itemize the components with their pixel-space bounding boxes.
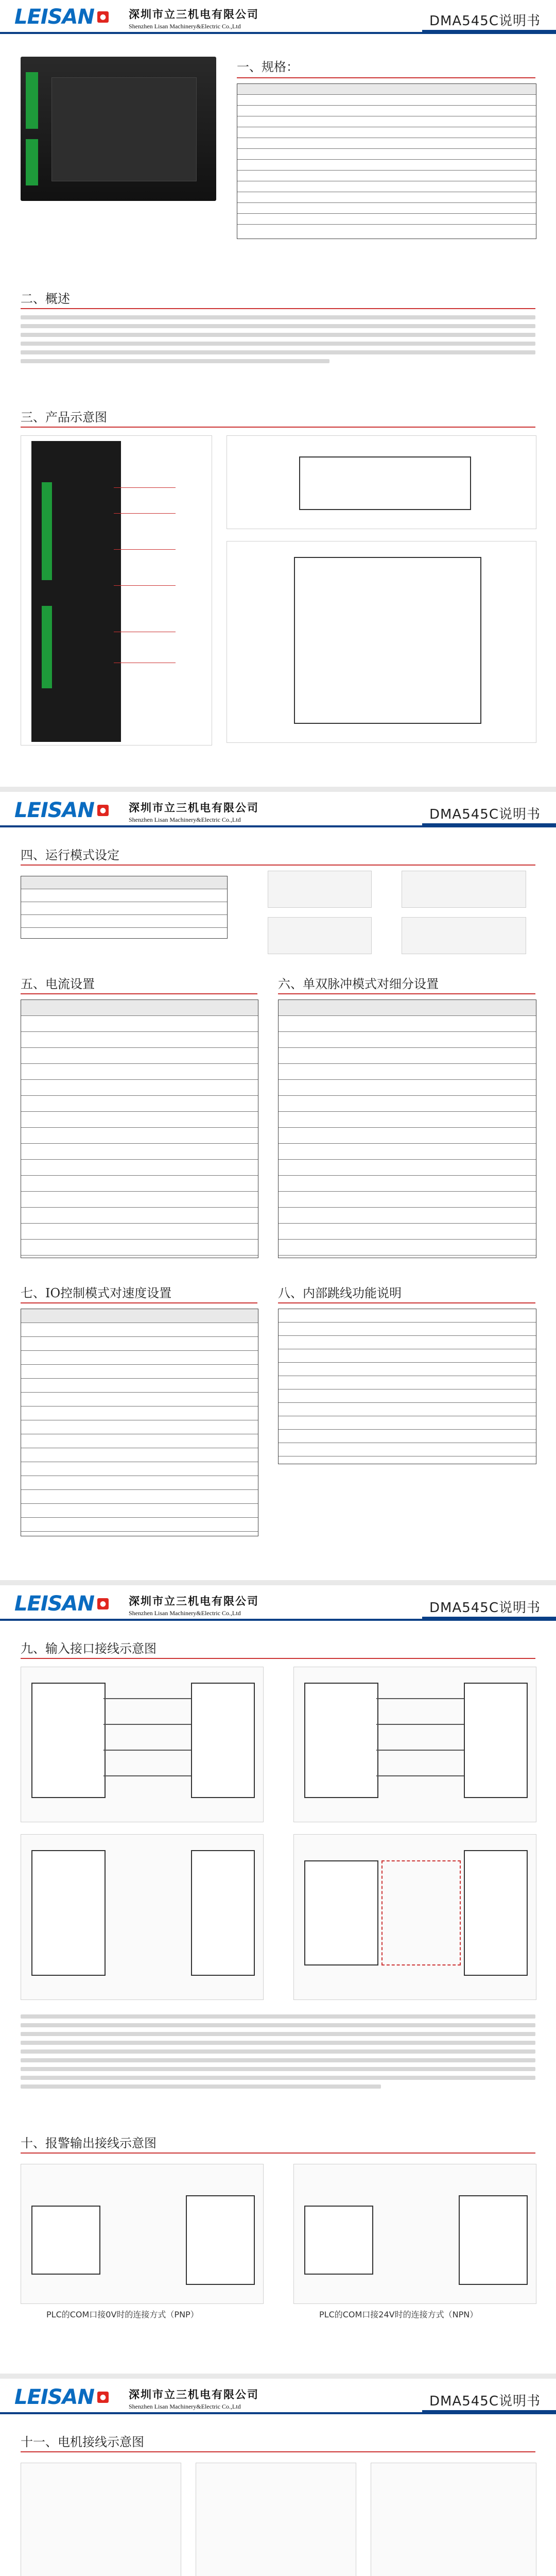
table-row <box>279 1144 536 1160</box>
wiring-diagram-differential <box>21 1834 264 2000</box>
table-row <box>279 1048 536 1064</box>
page-header <box>0 793 556 834</box>
table-row <box>21 1518 258 1532</box>
table-row <box>21 1365 258 1379</box>
dip-switch-figure <box>268 917 372 954</box>
section-rule <box>21 427 535 428</box>
table-row <box>21 1337 258 1351</box>
table-row <box>279 1192 536 1208</box>
table-row <box>21 902 227 915</box>
logo-text: LEISAN <box>14 5 94 29</box>
company-logo <box>14 799 109 822</box>
driver-block <box>304 2206 373 2275</box>
table-row <box>237 225 536 235</box>
section-rule <box>21 2451 535 2452</box>
manual-page-4 <box>0 2380 556 2576</box>
table-row <box>21 1080 258 1096</box>
table-row <box>279 1080 536 1096</box>
product-side-drawing <box>227 435 536 529</box>
table-row <box>21 1448 258 1462</box>
table-row <box>21 1256 258 1271</box>
logo-text: LEISAN <box>14 799 94 822</box>
table-row <box>279 1323 536 1336</box>
page-header <box>0 2380 556 2420</box>
table-row <box>237 181 536 192</box>
page-separator <box>0 787 556 792</box>
table-row <box>21 928 227 940</box>
company-logo <box>14 2385 109 2409</box>
table-row <box>237 138 536 149</box>
terminal-block <box>26 139 38 185</box>
table-row <box>279 1376 536 1389</box>
driver-block <box>191 1850 255 1976</box>
section-rule <box>21 308 535 309</box>
logo-text: LEISAN <box>14 2385 94 2409</box>
table-row <box>237 106 536 116</box>
terminal-block <box>26 72 38 129</box>
section-title-spec: 一、规格： <box>237 60 299 74</box>
table-row <box>21 1476 258 1490</box>
motor-wiring-b <box>196 2463 356 2576</box>
section-title-overview: 二、概述 <box>21 292 70 306</box>
company-name <box>129 1593 259 1617</box>
table-row <box>279 1336 536 1349</box>
table-row <box>279 1016 536 1032</box>
text-line <box>21 2076 535 2080</box>
section-title-motor-wiring: 十一、电机接线示意图 <box>21 2435 144 2449</box>
table-row <box>279 1064 536 1080</box>
table-row <box>21 1160 258 1176</box>
table-row <box>21 1323 258 1337</box>
document-title: DMA545C说明书 <box>429 13 541 29</box>
table-row <box>237 192 536 203</box>
section-rule <box>21 865 535 866</box>
table-row <box>21 1064 258 1080</box>
table-row <box>21 915 227 928</box>
table-row <box>279 1443 536 1456</box>
table-row <box>237 116 536 127</box>
company-name-en: Shenzhen Lisan Machinery&Electric Co.,Ltd <box>129 2403 241 2410</box>
table-row <box>21 1462 258 1476</box>
manual-page-3 <box>0 1587 556 2372</box>
table-row <box>279 1416 536 1430</box>
logo-text: LEISAN <box>14 1592 94 1616</box>
document-title: DMA545C说明书 <box>429 807 541 822</box>
text-line <box>21 315 535 319</box>
table-row <box>21 1490 258 1504</box>
table-row <box>279 1389 536 1403</box>
table-row <box>21 1351 258 1365</box>
signal-wire <box>376 1724 464 1725</box>
section-rule <box>21 2153 535 2154</box>
terminal-block <box>42 482 52 580</box>
page-separator <box>0 1580 556 1585</box>
signal-wire <box>103 1750 191 1751</box>
text-line <box>21 2049 535 2054</box>
table-row <box>21 889 227 902</box>
signal-wire <box>103 1775 191 1776</box>
driver-block <box>31 2206 100 2275</box>
wiring-notes <box>21 2014 535 2093</box>
table-row <box>21 1032 258 1048</box>
text-line <box>21 324 535 328</box>
page-separator <box>0 2374 556 2379</box>
wiring-diagram-io-switch <box>293 1834 536 2000</box>
spec-table <box>237 83 536 239</box>
table-row <box>279 1430 536 1443</box>
company-name-en: Shenzhen Lisan Machinery&Electric Co.,Ltd <box>129 1609 241 1617</box>
product-photo <box>21 57 216 201</box>
table-row <box>21 1406 258 1420</box>
page-header <box>0 0 556 40</box>
text-line <box>21 2014 535 2019</box>
table-row <box>279 1112 536 1128</box>
table-row <box>279 1403 536 1416</box>
table-row <box>279 1176 536 1192</box>
company-logo <box>14 1592 109 1616</box>
manual-page-1 <box>0 0 556 786</box>
header-rule-accent <box>422 823 556 827</box>
table-row <box>21 1434 258 1448</box>
text-line <box>21 2067 535 2071</box>
company-name <box>129 800 259 824</box>
motor-wiring-a <box>21 2463 181 2576</box>
company-name-cn: 深圳市立三机电有限公司 <box>129 1595 259 1607</box>
table-row <box>237 203 536 214</box>
wiring-diagram-common-cathode <box>293 1667 536 1822</box>
alarm-caption-pnp: PLC的COM口接0V时的连接方式（PNP） <box>46 2310 199 2319</box>
table-row <box>279 1208 536 1224</box>
company-name-cn: 深圳市立三机电有限公司 <box>129 2388 259 2401</box>
section-rule <box>21 1302 257 1303</box>
logo-mark-icon: ● <box>97 805 109 816</box>
table-row <box>21 1393 258 1406</box>
table-header-row <box>279 1000 536 1016</box>
dip-switch-figure <box>402 871 526 908</box>
section-title-connector: 八、内部跳线功能说明 <box>278 1286 402 1300</box>
company-name <box>129 2386 259 2411</box>
company-logo <box>14 5 109 29</box>
callout-line <box>114 513 176 514</box>
company-name-cn: 深圳市立三机电有限公司 <box>129 801 259 814</box>
document-title: DMA545C说明书 <box>429 1600 541 1616</box>
text-line <box>21 359 329 363</box>
table-row <box>21 1016 258 1032</box>
table-row <box>237 160 536 171</box>
alarm-caption-npn: PLC的COM口接24V时的连接方式（NPN） <box>319 2310 478 2319</box>
table-row <box>279 1224 536 1240</box>
section-title-run-mode: 四、运行模式设定 <box>21 848 119 862</box>
table-row <box>237 171 536 181</box>
table-header-row <box>21 1000 258 1016</box>
table-row <box>237 214 536 225</box>
table-row <box>279 1032 536 1048</box>
manual-page-2 <box>0 793 556 1579</box>
table-row <box>21 1224 258 1240</box>
text-line <box>21 342 535 346</box>
section-title-dims: 三、产品示意图 <box>21 410 107 425</box>
wiring-diagram-common-anode <box>21 1667 264 1822</box>
section-rule <box>278 993 535 994</box>
text-line <box>21 2023 535 2027</box>
controller-block <box>31 1683 106 1798</box>
dip-switch-figure <box>268 871 372 908</box>
table-row <box>279 1240 536 1256</box>
product-front-drawing <box>21 435 212 745</box>
io-speed-table <box>21 1309 258 1536</box>
table-header-row <box>237 84 536 95</box>
side-outline <box>299 456 471 510</box>
logo-mark-icon: ● <box>97 2392 109 2403</box>
table-row <box>21 1208 258 1224</box>
signal-wire <box>103 1724 191 1725</box>
text-line <box>21 2032 535 2036</box>
terminal-block <box>42 606 52 688</box>
table-row <box>21 1192 258 1208</box>
section-rule <box>237 77 535 78</box>
section-rule <box>278 1302 535 1303</box>
table-header-row <box>21 1309 258 1323</box>
signal-wire <box>376 1698 464 1699</box>
text-line <box>21 2084 381 2089</box>
driver-block <box>191 1683 255 1798</box>
header-rule-accent <box>422 1617 556 1621</box>
table-row <box>279 1363 536 1376</box>
page-header <box>0 1587 556 1627</box>
controller-block <box>31 1850 106 1976</box>
controller-block <box>304 1683 378 1798</box>
signal-wire <box>103 1698 191 1699</box>
section-rule <box>21 1658 535 1659</box>
current-setting-table <box>21 999 258 1258</box>
table-row <box>21 1144 258 1160</box>
product-label <box>51 77 197 181</box>
table-row <box>21 1532 258 1545</box>
table-row <box>237 149 536 160</box>
plc-block <box>459 2195 528 2285</box>
top-outline <box>294 557 481 724</box>
section-rule <box>21 993 257 994</box>
table-row <box>279 1160 536 1176</box>
section-title-current: 五、电流设置 <box>21 977 95 991</box>
section-title-pulse: 六、单双脉冲模式对细分设置 <box>278 977 439 991</box>
table-row <box>21 1176 258 1192</box>
table-row <box>21 1096 258 1112</box>
section-title-alarm-wiring: 十、报警输出接线示意图 <box>21 2136 157 2150</box>
run-mode-table <box>21 876 228 939</box>
document-title: DMA545C说明书 <box>429 2394 541 2409</box>
logo-mark-icon: ● <box>97 1598 109 1609</box>
table-row <box>21 1112 258 1128</box>
section-title-io-speed: 七、IO控制模式对速度设置 <box>21 1286 172 1300</box>
overview-paragraph <box>21 315 535 368</box>
company-name-cn: 深圳市立三机电有限公司 <box>129 8 259 21</box>
logo-mark-icon: ● <box>97 11 109 23</box>
text-line <box>21 2041 535 2045</box>
motor-wiring-c <box>371 2463 536 2576</box>
table-row <box>237 95 536 106</box>
highlight-box <box>381 1860 461 1965</box>
table-row <box>21 1240 258 1256</box>
company-name-en: Shenzhen Lisan Machinery&Electric Co.,Ltd <box>129 23 241 30</box>
signal-wire <box>376 1775 464 1776</box>
dip-switch-figure <box>402 917 526 954</box>
table-row <box>279 1456 536 1469</box>
table-header-row <box>21 876 227 889</box>
callout-line <box>114 487 176 488</box>
table-row <box>21 1420 258 1434</box>
section-title-input-wiring: 九、输入接口接线示意图 <box>21 1641 157 1656</box>
table-row <box>279 1128 536 1144</box>
text-line <box>21 2058 535 2062</box>
switch-block <box>304 1860 378 1965</box>
text-line <box>21 333 535 337</box>
driver-block <box>464 1850 528 1976</box>
header-rule-accent <box>422 2410 556 2414</box>
company-name-en: Shenzhen Lisan Machinery&Electric Co.,Ltd <box>129 816 241 823</box>
alarm-wiring-npn <box>293 2164 536 2304</box>
jumper-function-table <box>278 1309 536 1464</box>
signal-wire <box>376 1750 464 1751</box>
plc-block <box>186 2195 255 2285</box>
microstep-table <box>278 999 536 1258</box>
driver-block <box>464 1683 528 1798</box>
table-row <box>21 1048 258 1064</box>
product-top-drawing <box>227 541 536 743</box>
table-row <box>279 1096 536 1112</box>
table-row <box>279 1256 536 1271</box>
callout-line <box>114 585 176 586</box>
table-row <box>21 1379 258 1393</box>
callout-line <box>114 549 176 550</box>
table-row <box>21 1504 258 1518</box>
header-rule-accent <box>422 30 556 34</box>
table-row <box>21 1128 258 1144</box>
text-line <box>21 350 535 354</box>
table-row <box>279 1349 536 1363</box>
alarm-wiring-pnp <box>21 2164 264 2304</box>
table-row <box>237 127 536 138</box>
company-name <box>129 6 259 30</box>
table-row <box>279 1309 536 1323</box>
